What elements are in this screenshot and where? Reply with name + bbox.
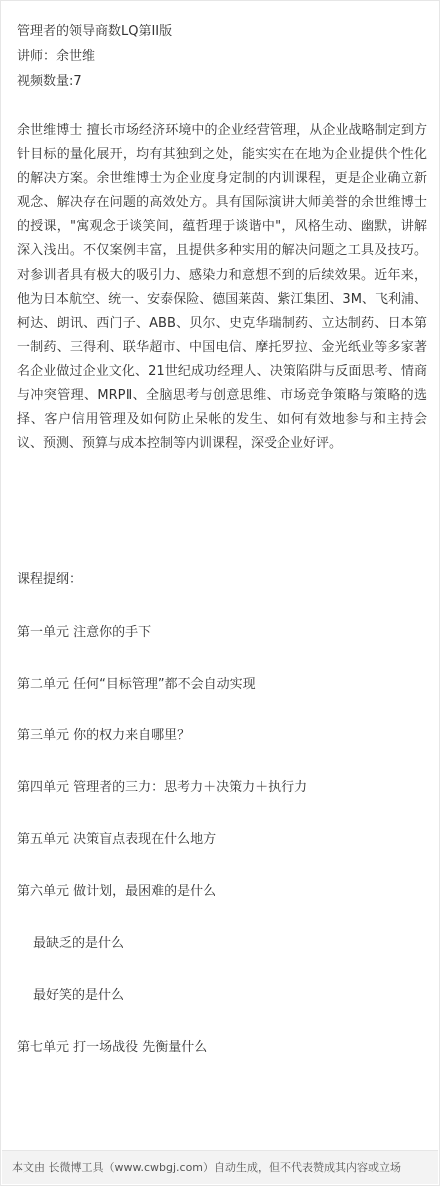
unit-6: 第六单元 做计划，最困难的是什么 [17,884,217,899]
outline-heading: 课程提纲： [17,572,83,587]
course-title: 管理者的领导商数LQ第II版 [17,24,173,39]
video-count: 视频数量:7 [17,74,82,89]
unit-2: 第二单元 任何“目标管理”都不会自动实现 [17,677,256,692]
unit-5: 第五单元 决策盲点表现在什么地方 [17,832,217,847]
unit-3: 第三单元 你的权力来自哪里？ [17,728,191,743]
generator-footer: 本文由 长微博工具（www.cwbgj.com）自动生成，但不代表赞成其内容或立场 [2,1150,438,1184]
unit-6-item-2: 最好笑的是什么 [33,988,125,1003]
lecturer: 讲师：余世维 [17,49,96,64]
unit-1: 第一单元 注意你的手下 [17,625,152,640]
course-header [17,19,172,94]
unit-7: 第七单元 打一场战役 先衡量什么 [17,1040,208,1055]
lecturer-introduction: 余世维博士 擅长市场经济环境中的企业经营管理，从企业战略制定到方针目标的量化展开，均有其独到之处，能实实在在地为企业提供个性化的解决方案。余世维博士为企业度身定制的内训课程，更是企业确立新观念、解决存在问题的高效处方。具有国际演讲大师美誉的余世维博士的授课，"寓观念于谈笑间，蕴哲理于谈谐中"，风格生动、幽默，讲解深入浅出。不仅案例丰富，且提供多种实用的解决问题之工具及技巧。对参训者具有极大的吸引力、感染力和意想不到的后续效果。近年来，他为日本航空、统一、安泰保险、德国莱茵、紫江集团、3M、飞利浦、柯达、朗讯、西门子、ABB、贝尔、史克华瑞制药、立达制药、日本第一制药、三得利、联华超市、中国电信、摩托罗拉、金光纸业等多家著名企业做过企业文化、21世纪成功经理人、决策陷阱与反面思考、情商与冲突管理、MRPⅡ、全脑思考与创意思维、市场竞争策略与策略的选择、客户信用管理及如何防止呆帐的发生、如何有效地参与和主持会议、预测、预算与成本控制等内训课程，深受企业好评。 [17,123,427,452]
unit-6-item-1: 最缺乏的是什么 [33,936,125,951]
unit-4: 第四单元 管理者的三力：思考力＋决策力＋执行力 [17,780,308,795]
